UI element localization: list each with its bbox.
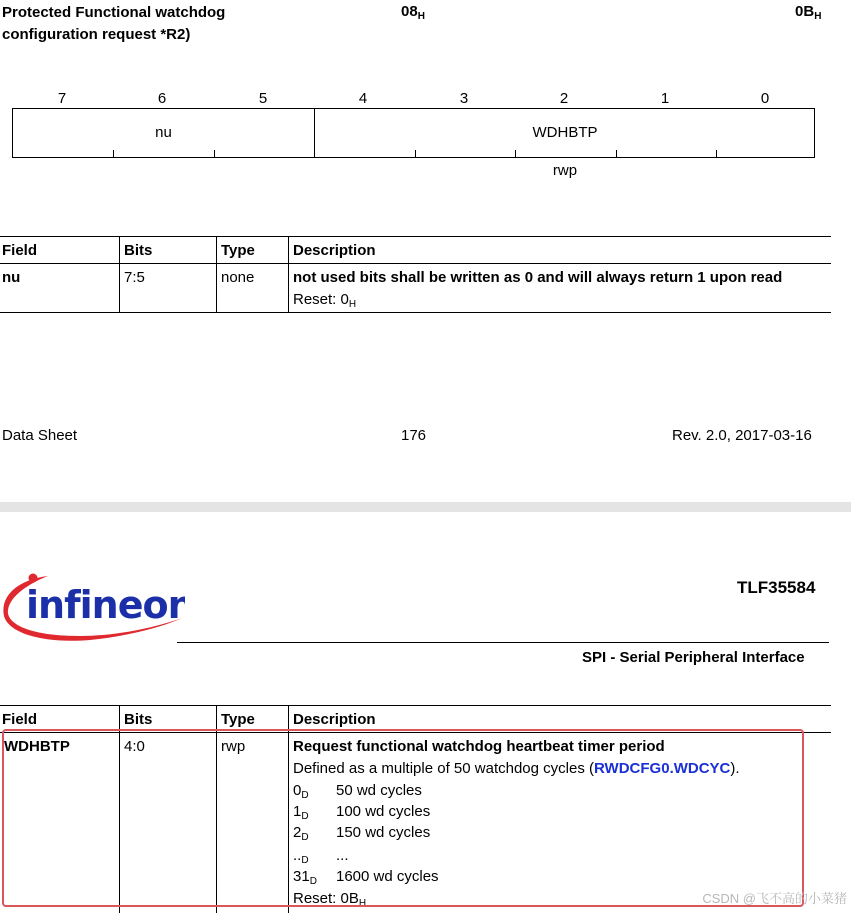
encoding-value: $31_D$ — [293, 868, 317, 887]
table-column-divider — [288, 236, 289, 312]
section-title: SPI - Serial Peripheral Interface — [582, 649, 805, 666]
table-header-description: Description — [293, 242, 376, 259]
watermark: CSDN @飞不高的小菜猪 — [702, 891, 847, 906]
link-separator: . — [669, 760, 674, 777]
table-header-bits: Bits — [124, 711, 153, 728]
infineon-logo-graphic — [0, 566, 185, 646]
encoding-value: $0_D$ — [293, 782, 309, 801]
row-bits: 4:0 — [124, 738, 145, 755]
register-reset-value — [795, 3, 821, 20]
footer-revision: Rev. 2.0, 2017-03-16 — [672, 427, 812, 444]
footer-doc-type: Data Sheet — [2, 427, 78, 444]
row-field-name: WDHBTP — [4, 738, 70, 755]
row-description: not used bits shall be written as 0 and will always return 1 upon read — [293, 269, 783, 286]
bit-tick — [214, 150, 215, 157]
logo-wordmark: infineon — [26, 583, 185, 627]
reset-sub: H — [814, 11, 822, 22]
table-column-divider — [119, 236, 120, 312]
encoding-text: ... — [336, 847, 349, 864]
page-separator — [0, 502, 851, 512]
offset-value: 08 — [401, 3, 418, 20]
bit-number: 7 — [57, 90, 67, 107]
row-reset-label: Reset: 0B — [293, 890, 359, 907]
table-column-divider — [216, 236, 217, 312]
desc-suffix: ). — [730, 760, 740, 777]
row-bits: 7:5 — [124, 269, 145, 286]
encoding-text: 50 wd cycles — [336, 782, 422, 799]
row-type: rwp — [221, 738, 246, 755]
footer-page-number: 176 — [401, 427, 427, 444]
offset-sub: H — [417, 11, 425, 22]
encoding-value: $2_D$ — [293, 824, 309, 843]
table-rule — [0, 705, 831, 706]
row-type: none — [221, 269, 255, 286]
field-nu-label: nu — [155, 124, 172, 141]
table-rule — [0, 236, 831, 237]
bit-number: 3 — [459, 90, 469, 107]
register-offset — [401, 3, 425, 20]
table-header-description: Description — [293, 711, 376, 728]
bit-field-diagram — [12, 108, 815, 158]
bit-number: 2 — [559, 90, 569, 107]
bit-tick — [616, 150, 617, 157]
row-reset-label: Reset: 0 — [293, 291, 349, 308]
field-link[interactable]: WDCYC — [673, 760, 731, 777]
header-rule — [177, 642, 829, 643]
highlight-box — [2, 729, 804, 907]
desc-prefix: Defined as a multiple of 50 watchdog cycles ( — [293, 760, 594, 777]
encoding-value: $1_D$ — [293, 803, 309, 822]
encoding-value: $.._D$ — [293, 847, 309, 866]
row-reset-sub: H — [348, 299, 357, 310]
bit-tick — [415, 150, 416, 157]
table-header-type: Type — [221, 242, 255, 259]
bit-number: 0 — [760, 90, 770, 107]
field-wdhbtp-label: WDHBTP — [532, 124, 598, 141]
register-link[interactable]: RWDCFG0 — [594, 760, 670, 777]
infineon-logo — [0, 566, 185, 646]
bit-tick — [716, 150, 717, 157]
reset-value: 0B — [795, 3, 815, 20]
row-description-title: Request functional watchdog heartbeat timer period — [293, 738, 665, 755]
encoding-text: 1600 wd cycles — [336, 868, 439, 885]
row-reset — [293, 289, 356, 310]
field-access-label: rwp — [552, 162, 578, 179]
bit-tick — [113, 150, 114, 157]
row-field-name: nu — [2, 269, 21, 286]
table-rule — [0, 312, 831, 313]
register-title — [2, 2, 302, 46]
encoding-text: 150 wd cycles — [336, 824, 431, 841]
bit-number: 4 — [358, 90, 368, 107]
bit-number: 5 — [258, 90, 268, 107]
register-title-line2: configuration request *R2) — [2, 26, 191, 43]
row-reset-sub: H — [358, 898, 367, 909]
table-header-bits: Bits — [124, 242, 153, 259]
table-header-field: Field — [2, 711, 38, 728]
bit-tick — [515, 150, 516, 157]
chip-name: TLF35584 — [737, 578, 816, 597]
table-rule — [0, 263, 831, 264]
bit-number: 6 — [157, 90, 167, 107]
bit-number: 1 — [660, 90, 670, 107]
register-title-line1: Protected Functional watchdog — [2, 4, 226, 21]
table-header-type: Type — [221, 711, 255, 728]
encoding-text: 100 wd cycles — [336, 803, 431, 820]
table-header-field: Field — [2, 242, 38, 259]
